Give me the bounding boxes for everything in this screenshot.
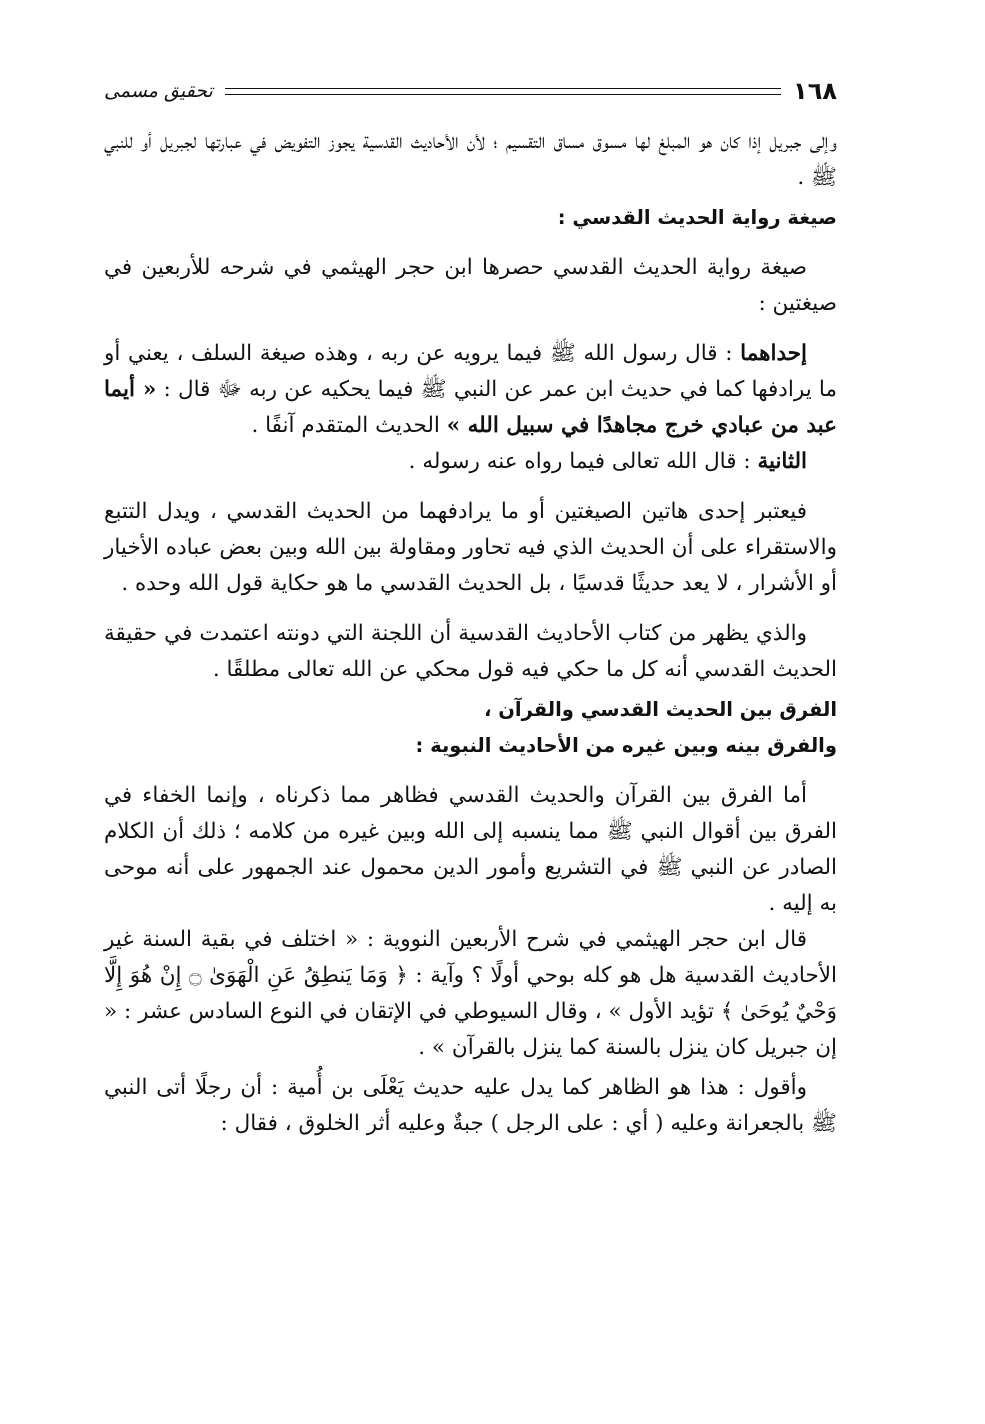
paragraph [104,336,837,444]
paragraph: والذي يظهر من كتاب الأحاديث القدسية أن اللجنة التي دونته اعتمدت في حقيقة الحديث القدسي أنه كل ما حكي فيه قول محكي عن الله تعالى مطلقًا . [104,621,837,682]
paragraph: وإلى جبريل إذا كان هو المبلغ لها مسوق مساق التقسيم ؛ لأن الأحاديث القدسية يجوز التفويض في عبارتها لجبريل أو للنبي ﷺ . [104,129,837,190]
hadith-quote: « أيما عبد من عبادي خرج مجاهدًا في سبيل الله » [104,377,837,438]
paragraph: قال ابن حجر الهيثمي في شرح الأربعين النووية : « اختلف في بقية السنة غير الأحاديث القدسية هل هو كله بوحي أولًا ؟ وآية : ﴿ وَمَا يَنطِقُ عَنِ الْهَوَىٰ ۝ إِنْ هُوَ إِلَّا وَحْيٌ يُوحَىٰ ﴾ تؤيد الأول » ، وقال السيوطي في الإتقان في النوع السادس عشر : « إن جبريل كان ينزل بالسنة كما ينزل بالقرآن » . [104,927,837,1060]
paragraph: أما الفرق بين القرآن والحديث القدسي فظاهر مما ذكرناه ، وإنما الخفاء في الفرق بين أقوال النبي ﷺ مما ينسبه إلى الله وبين غيره من كلامه ؛ ذلك أن الكلام الصادر عن النبي ﷺ في التشريع وأمور الدين محمول عند الجمهور على أنه موحى به إليه . [104,783,837,916]
paragraph [104,444,837,480]
paragraph: صيغة رواية الحديث القدسي حصرها ابن حجر الهيثمي في شرحه للأربعين في صيغتين : [104,255,837,316]
paragraph: وأقول : هذا هو الظاهر كما يدل عليه حديث يَعْلَى بن أُمية : أن رجلًا أتى النبي ﷺ بالجعرانة وعليه ( أي : على الرجل ) جبةٌ وعليه أثر الخلوق ، فقال : [104,1075,837,1136]
header-rule [225,88,781,95]
page-header [104,74,837,108]
section-heading: الفرق بين الحديث القدسي والقرآن ، [484,698,837,721]
page-body [104,124,837,1142]
bold-lead: الثانية [757,449,807,474]
bold-lead: إحداهما [740,341,807,366]
paragraph-text: : قال الله تعالى فيما رواه عنه رسوله . [408,449,758,474]
paragraph-text: الحديث المتقدم آنفًا . [251,413,447,438]
running-title: تحقيق مسمى [104,80,213,102]
paragraph: فيعتبر إحدى هاتين الصيغتين أو ما يرادفهما من الحديث القدسي ، ويدل التتبع والاستقراء على أن الحديث الذي فيه تحاور ومقاولة بين الله وبين بعض عباده الأخيار أو الأشرار ، لا يعد حديثًا قدسيًا ، بل الحديث القدسي ما هو حكاية قول الله وحده . [104,499,837,596]
section-heading: والفرق بينه وبين غيره من الأحاديث النبوية : [415,734,837,757]
paragraph-text: : قال رسول الله ﷺ فيما يرويه عن ربه ، وهذه صيغة السلف ، يعني أو ما يرادفها كما في حديث ابن عمر عن النبي ﷺ فيما يحكيه عن ربه ﷻ قال : [104,341,837,402]
page-number: ١٦٨ [793,77,837,105]
section-heading: صيغة رواية الحديث القدسي : [557,206,837,229]
